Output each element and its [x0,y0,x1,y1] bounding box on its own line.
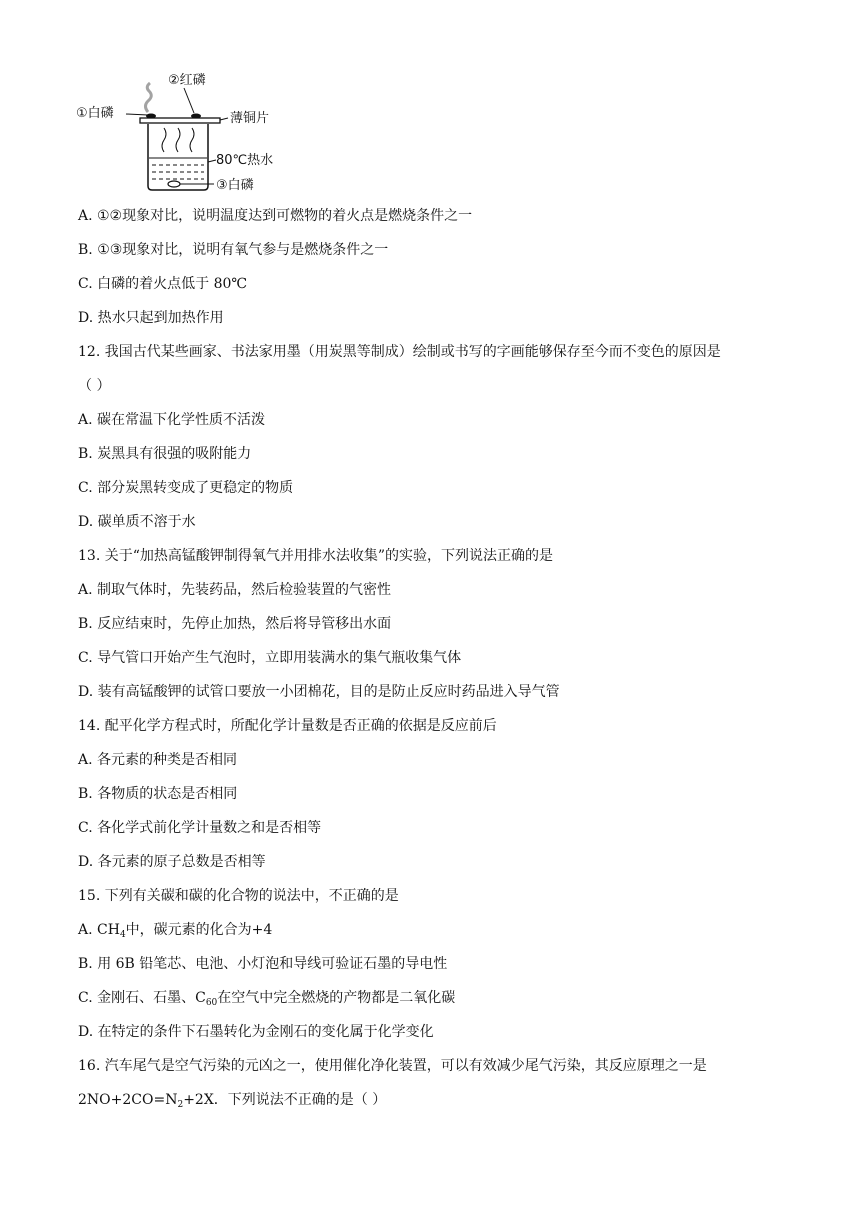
red-phosphorus-2 [191,114,201,119]
label-red-phosphorus-2: ②红磷 [168,73,206,88]
q14-option-c: C. 各化学式前化学计量数之和是否相等 [78,820,322,836]
label-hot-water: 80℃热水 [216,153,274,168]
q16-equation [78,1090,386,1115]
q11-option-b: B. ①③现象对比，说明有氧气参与是燃烧条件之一 [78,242,389,258]
q13-option-d: D. 装有高锰酸钾的试管口要放一小团棉花，目的是防止反应时药品进入导气管 [78,684,560,700]
q15-option-b: B. 用 6B 铅笔芯、电池、小灯泡和导线可验证石墨的导电性 [78,956,448,972]
smoke [146,83,152,112]
water-dashes [152,165,204,179]
q15-option-a [78,920,272,945]
q13-option-b: B. 反应结束时，先停止加热，然后将导管移出水面 [78,616,392,632]
q12-option-d: D. 碳单质不溶于水 [78,514,196,530]
leader-lines [126,88,228,184]
q13-option-c: C. 导气管口开始产生气泡时，立即用装满水的集气瓶收集气体 [78,650,462,666]
steam-lines [162,128,194,152]
q15-stem: 15. 下列有关碳和碳的化合物的说法中，不正确的是 [78,888,399,904]
q15-c-subscript: 60 [205,998,218,1008]
q14-option-a: A. 各元素的种类是否相同 [78,752,238,768]
q16-stem: 16. 汽车尾气是空气污染的元凶之一，使用催化净化装置，可以有效减少尾气污染，其反应原理之一是 [78,1058,707,1074]
q16-eq-pre: 2NO+2CO=N [78,1092,178,1108]
white-phosphorus-1 [146,114,156,119]
q13-stem: 13. 关于“加热高锰酸钾制得氧气并用排水法收集”的实验，下列说法正确的是 [78,548,554,564]
q14-stem: 14. 配平化学方程式时，所配化学计量数是否正确的依据是反应前后 [78,718,497,734]
label-white-phosphorus-3: ③白磷 [216,178,254,193]
copper-plate [140,118,220,123]
white-phosphorus-3 [168,181,180,187]
q12-option-b: B. 炭黑具有很强的吸附能力 [78,446,252,462]
combustion-experiment-diagram [76,68,296,198]
q11-option-a: A. ①②现象对比，说明温度达到可燃物的着火点是燃烧条件之一 [78,208,473,224]
label-white-phosphorus-1: ①白磷 [76,106,114,121]
q12-option-a: A. 碳在常温下化学性质不活泼 [78,412,266,428]
q15-c-post: 在空气中完全燃烧的产物都是二氧化碳 [217,990,456,1006]
q15-a-post: 中，碳元素的化合为+4 [125,922,273,938]
q12-stem: 12. 我国古代某些画家、书法家用墨（用炭黑等制成）绘制或书写的字画能够保存至今而不变色的原因是 [78,344,721,360]
q15-option-d: D. 在特定的条件下石墨转化为金刚石的变化属于化学变化 [78,1024,434,1040]
q15-a-subscript: 4 [119,930,126,940]
q16-eq-post: +2X．下列说法不正确的是（ ） [183,1092,387,1108]
q11-option-d: D. 热水只起到加热作用 [78,310,224,326]
q12-option-c: C. 部分炭黑转变成了更稳定的物质 [78,480,294,496]
q15-c-pre: C. 金刚石、石墨、C [78,990,206,1006]
q12-stem-cont: （ ） [78,378,111,394]
q13-option-a: A. 制取气体时，先装药品，然后检验装置的气密性 [78,582,392,598]
q15-option-c [78,988,455,1013]
q15-a-pre: A. CH [78,922,120,938]
q14-option-b: B. 各物质的状态是否相同 [78,786,238,802]
beaker [148,124,208,190]
label-copper-plate: 薄铜片 [230,111,270,126]
q14-option-d: D. 各元素的原子总数是否相等 [78,854,266,870]
q11-option-c: C. 白磷的着火点低于 80℃ [78,276,248,292]
q16-eq-subscript: 2 [177,1100,184,1110]
